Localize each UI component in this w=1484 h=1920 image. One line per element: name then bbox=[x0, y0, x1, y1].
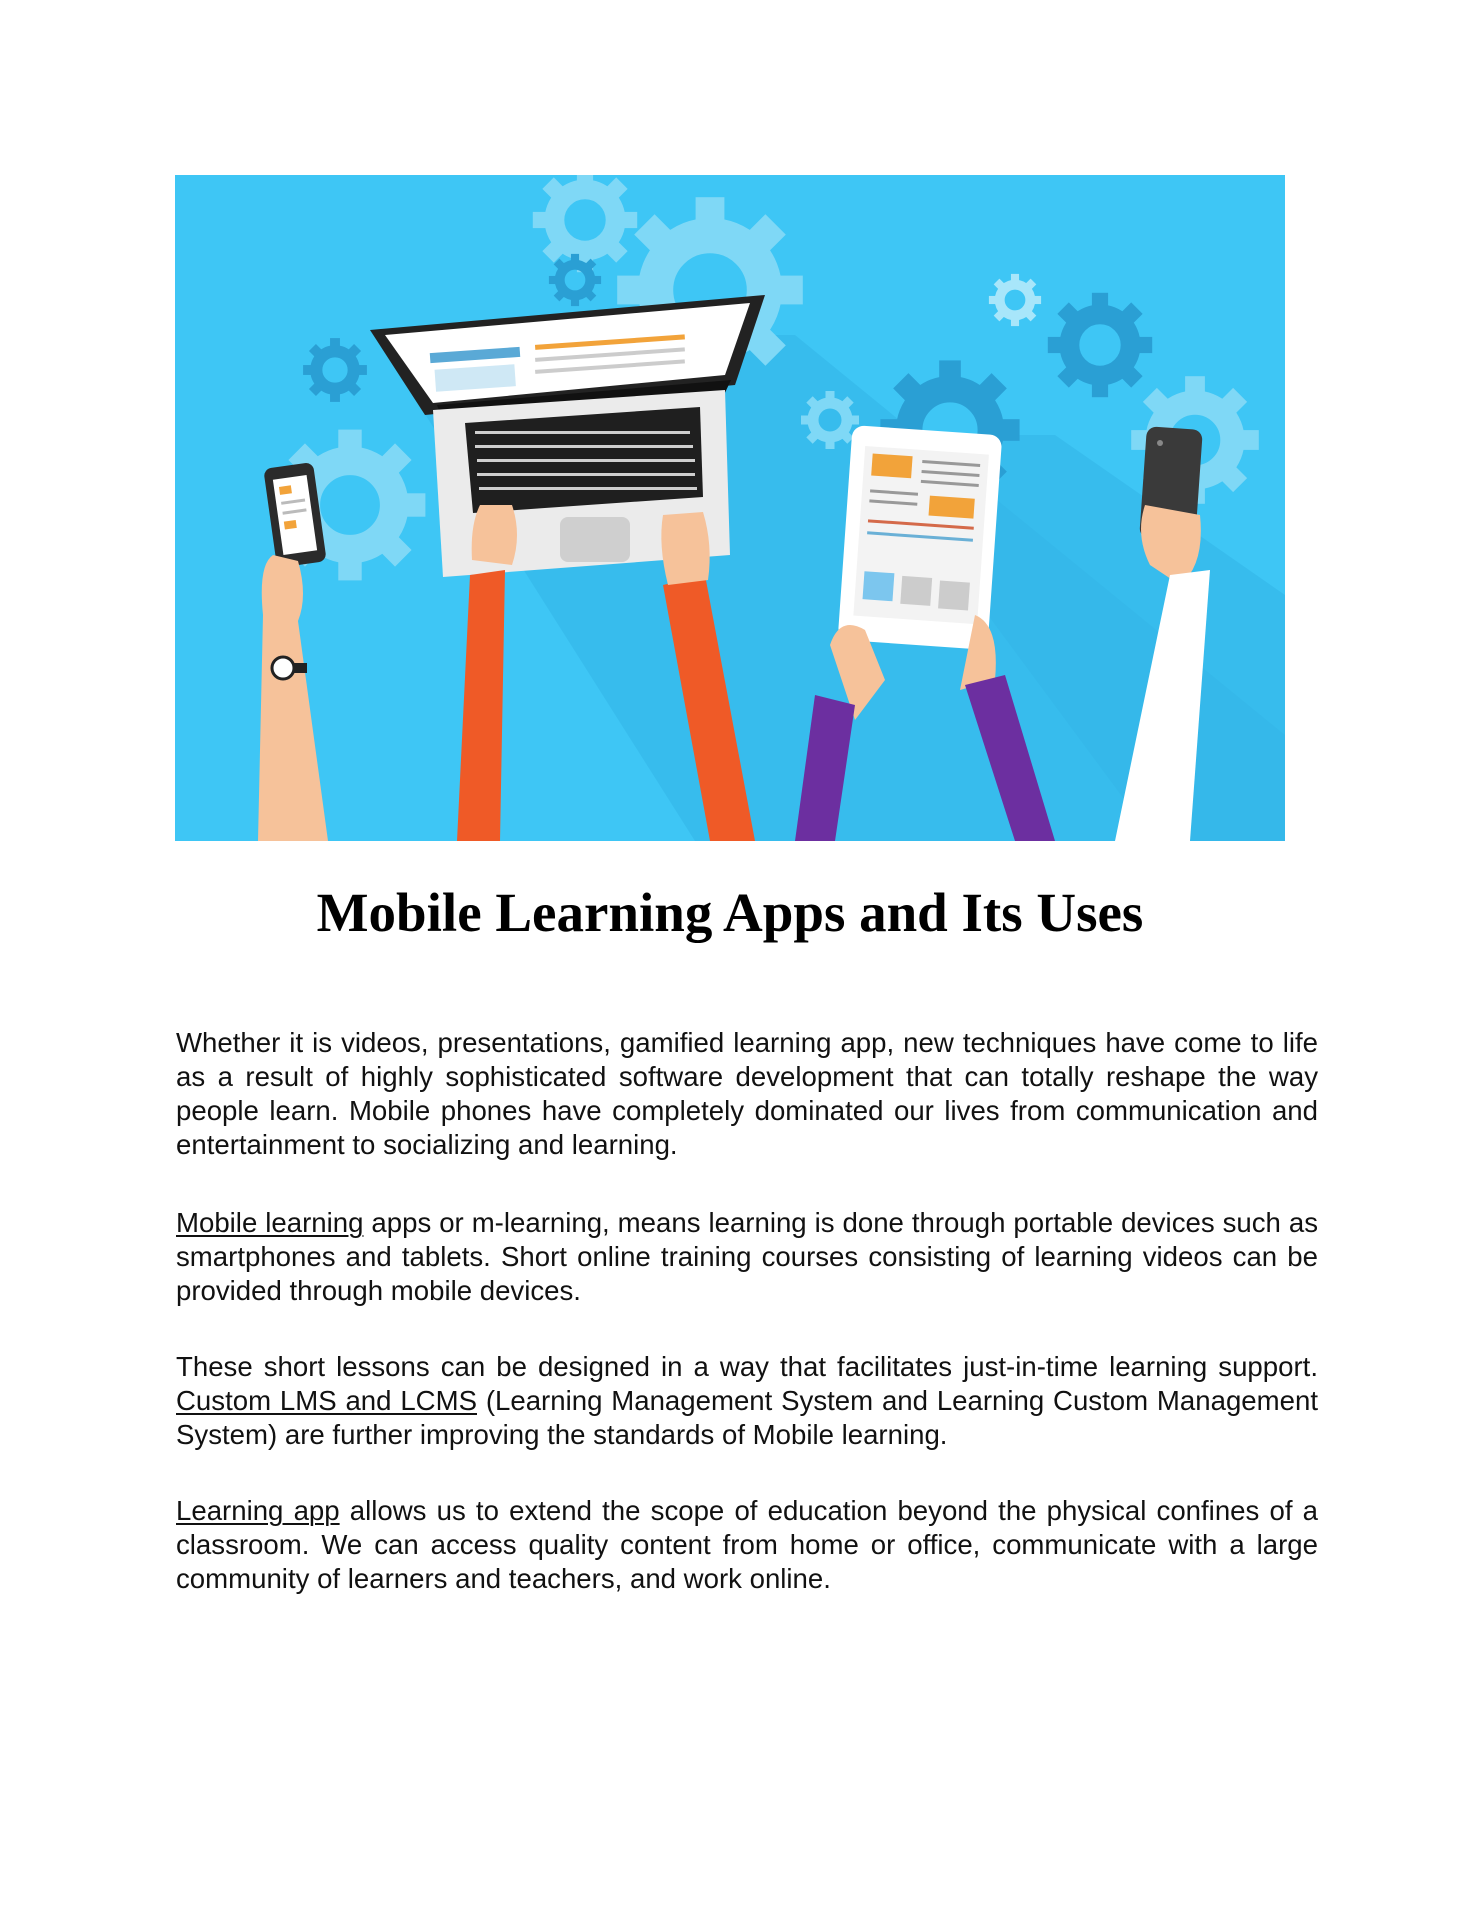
custom-lms-link[interactable]: Custom LMS and LCMS bbox=[176, 1385, 477, 1416]
mobile-learning-link[interactable]: Mobile learning bbox=[176, 1207, 364, 1238]
paragraph-text: These short lessons can be designed in a way that facilitates just-in-time learning support. bbox=[176, 1351, 1318, 1382]
paragraph-text: (Learning Management System and Learning Custom Management System) are further improving the standards of Mobile learning. bbox=[176, 1385, 1318, 1450]
paragraph-text: allows us to extend the scope of education beyond the physical confines of a classroom. We can access quality content from home or office, communicate with a large community of learners and teachers, and work online. bbox=[176, 1495, 1318, 1594]
paragraph-learning-app bbox=[176, 1494, 1318, 1596]
paragraph-text: apps or m-learning, means learning is done through portable devices such as smartphones and tablets. Short online training courses consisting of learning videos can be provided through mobile devices. bbox=[176, 1207, 1318, 1306]
paragraph-intro: Whether it is videos, presentations, gamified learning app, new techniques have come to life as a result of highly sophisticated software development that can totally reshape the way people learn. Mobile phones have completely dominated our lives from communication and entertainment to socializing and learning. bbox=[176, 1027, 1318, 1160]
hero-illustration bbox=[175, 175, 1285, 841]
page-title: Mobile Learning Apps and Its Uses bbox=[316, 882, 1144, 943]
learning-app-link[interactable]: Learning app bbox=[176, 1495, 340, 1526]
paragraph-lms bbox=[176, 1350, 1318, 1452]
paragraph-mobile-learning bbox=[176, 1206, 1318, 1308]
